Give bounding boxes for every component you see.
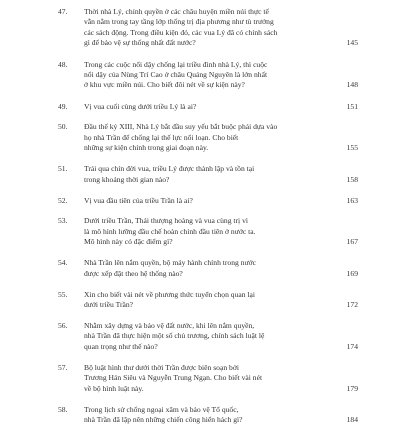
toc-entry-title-line: về bộ hình luật này. xyxy=(84,383,144,393)
toc-entry xyxy=(58,258,358,289)
toc-entry-page-number: 174 xyxy=(346,341,358,351)
toc-entry-number: 55. xyxy=(58,289,68,299)
toc-entry-title-line: Nhằm xây dựng và bảo vệ đất nước, khi lên nắm quyền, xyxy=(84,320,255,330)
toc-entry-number: 51. xyxy=(58,164,68,174)
toc-entry-title-line: những sự kiện chính trong giai đoạn này. xyxy=(84,143,209,153)
toc-entry-title-line: quan trọng như thế nào? xyxy=(84,341,158,351)
toc-entry xyxy=(58,405,358,436)
toc-entry-title xyxy=(84,321,334,352)
toc-entry-title xyxy=(84,122,334,153)
toc-entry-page-number: 148 xyxy=(346,80,358,90)
toc-entry-title-line: trong khoảng thời gian nào? xyxy=(84,174,170,184)
toc-entry-title-line: Trong lịch sử chống ngoại xâm và bảo vệ Tổ quốc, xyxy=(84,404,239,414)
toc-entry-number: 56. xyxy=(58,320,68,330)
table-of-contents xyxy=(58,7,358,436)
toc-entry-page-number: 163 xyxy=(346,195,358,205)
toc-entry xyxy=(58,196,358,217)
toc-entry-number: 49. xyxy=(58,101,68,111)
toc-entry-title-line: Bộ luật hình thư dưới thời Trần được biên soạn bởi xyxy=(84,362,239,372)
toc-entry-page-number: 172 xyxy=(346,300,358,310)
toc-entry-title-line: Xin cho biết vài nét về phương thức tuyển chọn quan lại xyxy=(84,289,256,299)
toc-entry-title-line: Đầu thế kỷ XIII, Nhà Lý bắt đầu suy yếu bắt buộc phải dựa vào xyxy=(84,122,278,132)
toc-entry-title-line: Trương Hán Siêu và Nguyễn Trung Ngạn. Cho biết vài nét xyxy=(84,373,263,383)
toc-entry xyxy=(58,164,358,195)
toc-entry-title-line: ở khu vực miền núi. Cho biết đôi nét về sự kiện này? xyxy=(84,80,245,90)
toc-entry-title-line: các sách động. Trong điều kiện đó, các vua Lý đã có chính sách xyxy=(84,27,278,37)
toc-entry-title-line: là mô hình lưỡng đầu chế hoàn chỉnh đầu tiên ở nước ta. xyxy=(84,226,256,236)
toc-entry-title xyxy=(84,7,334,49)
toc-entry-title-line: Vị vua đầu tiên của triều Trần là ai? xyxy=(84,195,193,205)
toc-entry-title xyxy=(84,164,334,185)
toc-entry-number: 54. xyxy=(58,258,68,268)
toc-entry xyxy=(58,102,358,123)
toc-entry-title xyxy=(84,405,334,426)
toc-entry-number: 58. xyxy=(58,404,68,414)
toc-entry-number: 52. xyxy=(58,195,68,205)
toc-entry-title-line: nổi dậy của Nùng Trí Cao ở châu Quảng Nguyên là lớn nhất xyxy=(84,69,268,79)
toc-entry-number: 50. xyxy=(58,122,68,132)
toc-entry-title-line: Trải qua chín đời vua, triều Lý được thành lập và tồn tại xyxy=(84,164,255,174)
toc-entry-page-number: 145 xyxy=(346,38,358,48)
toc-entry-title-line: họ nhà Trần để chống lại thế lực nổi loạn. Cho biết xyxy=(84,132,239,142)
toc-entry-title xyxy=(84,216,334,247)
toc-entry-title-line: Nhà Trần lên nắm quyền, bộ máy hành chính trong nước xyxy=(84,258,257,268)
toc-entry xyxy=(58,321,358,363)
toc-entry-page-number: 158 xyxy=(346,174,358,184)
toc-entry-title xyxy=(84,258,334,279)
toc-entry-title-line: vẫn nằm trong tay tầng lớp thống trị địa phương như tù trưởng xyxy=(84,17,274,27)
toc-entry-title-line: Vị vua cuối cùng dưới triều Lý là ai? xyxy=(84,101,197,111)
toc-entry-number: 47. xyxy=(58,7,68,16)
toc-entry-page-number: 179 xyxy=(346,383,358,393)
toc-entry-title-line: gì để bảo vệ sự thống nhất đất nước? xyxy=(84,38,196,48)
toc-entry-page-number: 169 xyxy=(346,268,358,278)
toc-entry-number: 57. xyxy=(58,362,68,372)
toc-entry-title-line: Thời nhà Lý, chính quyền ở các châu huyện miền núi thực tế xyxy=(84,7,269,16)
toc-entry-title-line: Mô hình này có đặc điểm gì? xyxy=(84,237,173,247)
toc-entry-page-number: 151 xyxy=(346,101,358,111)
toc-entry-page-number: 167 xyxy=(346,237,358,247)
toc-entry xyxy=(58,122,358,164)
toc-entry-title-line: Trong các cuộc nổi dậy chống lại triều đình nhà Lý, thì cuộc xyxy=(84,59,268,69)
toc-entry-title xyxy=(84,60,334,91)
toc-entry-title xyxy=(84,363,334,394)
toc-entry-title-line: được xếp đặt theo hệ thống nào? xyxy=(84,268,183,278)
toc-entry-title xyxy=(84,102,334,112)
toc-entry-title xyxy=(84,196,334,206)
toc-entry xyxy=(58,363,358,405)
toc-entry-title-line: dưới triều Trần? xyxy=(84,300,134,310)
toc-entry-number: 53. xyxy=(58,216,68,226)
toc-entry xyxy=(58,7,358,60)
toc-entry-page-number: 155 xyxy=(346,143,358,153)
toc-entry-page-number: 184 xyxy=(346,415,358,425)
toc-entry-title-line: nhà Trần đã lập nên những chiến công hiển hách gì? xyxy=(84,415,243,425)
toc-entry-number: 48. xyxy=(58,59,68,69)
toc-entry-title xyxy=(84,290,334,311)
toc-entry xyxy=(58,60,358,102)
toc-entry xyxy=(58,216,358,258)
toc-entry-title-line: Dưới triều Trần, Thái thượng hoàng và vua cùng trị vì xyxy=(84,216,248,226)
toc-entry-title-line: nhà Trần đã thực hiện một số chủ trương, chính sách luật lệ xyxy=(84,331,265,341)
toc-entry xyxy=(58,290,358,321)
